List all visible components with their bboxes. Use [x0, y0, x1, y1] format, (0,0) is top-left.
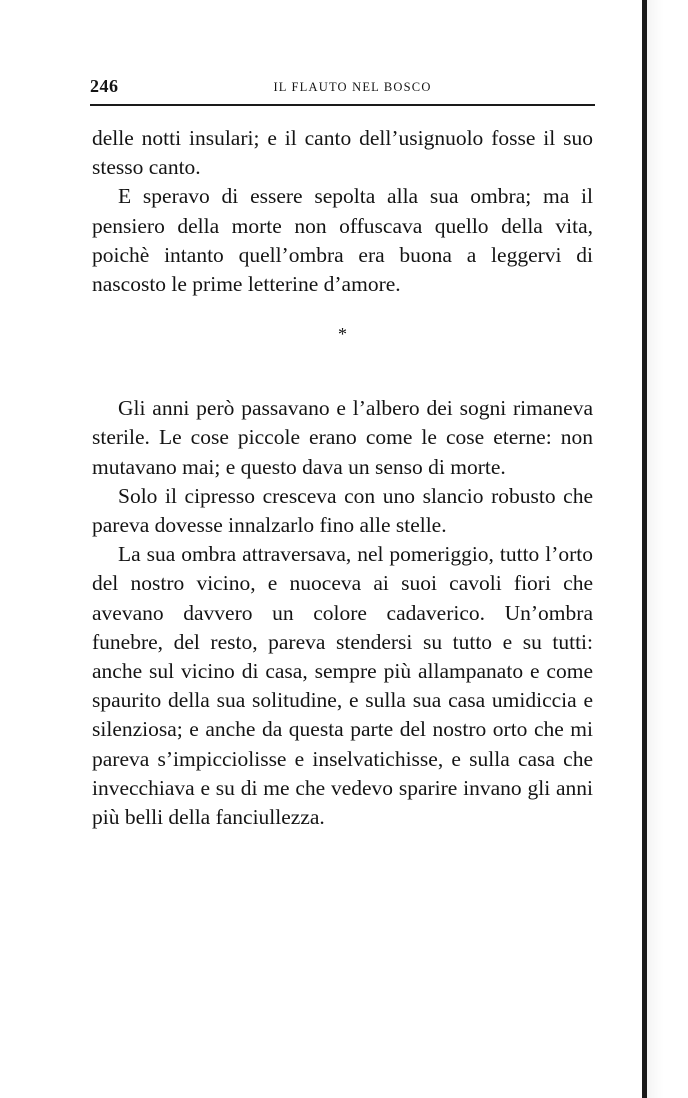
- running-title: IL FLAUTO NEL BOSCO: [273, 80, 432, 94]
- header-rule: [90, 104, 595, 106]
- page-header: [90, 74, 595, 100]
- paragraph: E speravo di essere sepolta alla sua ombra; ma il pensiero della morte non offuscava quello della vita, poichè intanto quell’ombra era buona a leggervi di nascosto le prime letterine d’amore.: [92, 184, 593, 297]
- paragraph: La sua ombra attraversava, nel pomeriggio, tutto l’orto del nostro vicino, e nuoceva ai suoi cavoli fiori che avevano davvero un colore cadaverico. Un’ombra funebre, del resto, pareva stendersi su tutto e su tutti: anche sul vicino di casa, sempre più allampanato e come spaurito della sua solitudine, e sulla sua casa umidiccia e silenziosa; e anche da questa parte del nostro orto che mi pareva s’impicciolisse e inselvatichisse, e sulla casa che invecchiava e su di me che vedevo sparire invano gli anni più belli della fanciullezza.: [92, 542, 593, 830]
- paragraph: Solo il cipresso cresceva con uno slancio robusto che pareva dovesse innalzarlo fino alle stelle.: [92, 483, 593, 538]
- paragraph: Gli anni però passavano e l’albero dei sogni rimaneva sterile. Le cose piccole erano come le cose eterne: non mutavano mai; e questo dava un senso di morte.: [92, 396, 593, 479]
- body-text: [92, 124, 593, 832]
- section-separator-asterisk: *: [338, 324, 347, 345]
- page-number: 246: [90, 76, 119, 96]
- binding-shadow: [647, 0, 688, 1098]
- paragraph-continued: delle notti insulari; e il canto dell’usignuolo fosse il suo stesso canto.: [92, 126, 593, 180]
